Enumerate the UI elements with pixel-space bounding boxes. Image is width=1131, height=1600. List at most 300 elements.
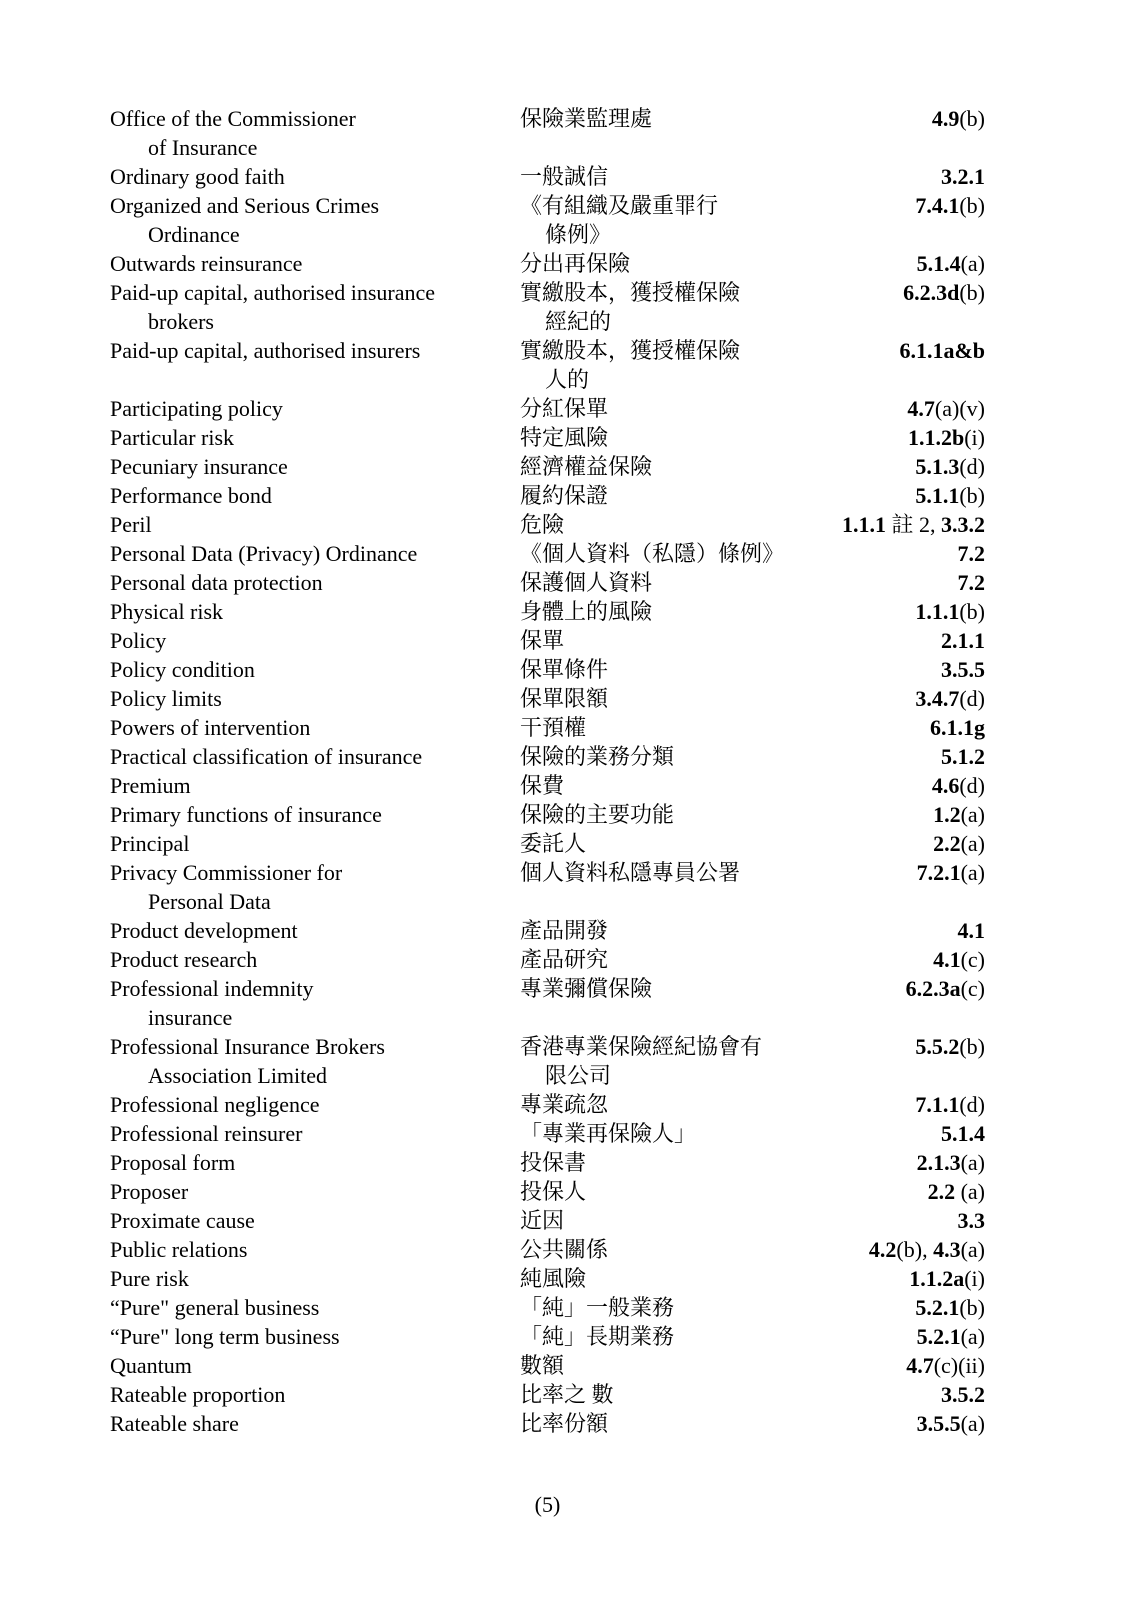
term-line: 實繳股本，獲授權保險: [520, 280, 741, 305]
glossary-table: [110, 104, 985, 1438]
term-line: Quantum: [110, 1353, 192, 1378]
glossary-row: [110, 771, 985, 800]
term-chinese: [520, 1119, 805, 1148]
term-line: 投保書: [520, 1150, 587, 1175]
term-chinese: [520, 162, 805, 191]
term-english: [110, 974, 520, 1032]
term-line: 干預權: [520, 715, 587, 740]
term-line: Office of the Commissioner: [110, 106, 356, 131]
term-chinese: [520, 742, 805, 771]
term-chinese: [520, 1235, 805, 1264]
term-line: Particular risk: [110, 425, 235, 450]
term-line: 《有組織及嚴重罪行: [520, 193, 719, 218]
ref-segment: 2.2: [927, 1179, 956, 1204]
term-chinese: [520, 452, 805, 481]
term-chinese: [520, 1264, 805, 1293]
glossary-row: [110, 452, 985, 481]
ref-segment: 4.9: [931, 106, 960, 131]
ref-segment: 7.2.1: [916, 860, 961, 885]
term-line: 分紅保單: [520, 396, 609, 421]
term-english: [110, 945, 520, 974]
term-line: 保費: [520, 773, 565, 798]
term-line: Pure risk: [110, 1266, 189, 1291]
ref-segment: 4.1: [933, 947, 961, 972]
term-line: Policy limits: [110, 686, 222, 711]
section-ref: [805, 278, 985, 307]
section-ref: [805, 1380, 985, 1409]
term-line: Rateable proportion: [110, 1382, 286, 1407]
ref-segment: 5.1.4: [941, 1121, 985, 1146]
term-chinese: [520, 481, 805, 510]
term-line: Outwards reinsurance: [110, 251, 303, 276]
term-line: 經紀的: [545, 309, 612, 334]
glossary-row: [110, 800, 985, 829]
term-line: 投保人: [520, 1179, 587, 1204]
term-english: [110, 452, 520, 481]
section-ref: [805, 742, 985, 771]
term-english: [110, 191, 520, 249]
ref-segment: 4.7: [907, 396, 935, 421]
ref-segment: (d): [959, 773, 985, 798]
term-english: [110, 1235, 520, 1264]
term-line: 比率份額: [520, 1411, 609, 1436]
term-line: Personal Data: [148, 889, 271, 914]
section-ref: [805, 1177, 985, 1206]
ref-segment: (b): [959, 1034, 985, 1059]
section-ref: [805, 162, 985, 191]
ref-segment: 2.1.1: [941, 628, 985, 653]
ref-segment: 5.2.1: [915, 1295, 960, 1320]
ref-segment: (b): [959, 106, 985, 131]
section-ref: [805, 539, 985, 568]
term-english: [110, 1322, 520, 1351]
section-ref: [805, 1293, 985, 1322]
glossary-row: [110, 597, 985, 626]
glossary-row: [110, 249, 985, 278]
section-ref: [805, 829, 985, 858]
glossary-row: [110, 1119, 985, 1148]
ref-segment: 5.1.4: [916, 251, 961, 276]
section-ref: [805, 1409, 985, 1438]
ref-segment: (c)(ii): [933, 1353, 985, 1378]
term-line: Product research: [110, 947, 258, 972]
term-english: [110, 655, 520, 684]
term-english: [110, 278, 520, 336]
glossary-row: [110, 568, 985, 597]
ref-segment: 7.2: [957, 570, 985, 595]
glossary-row: [110, 1032, 985, 1090]
term-line: Powers of intervention: [110, 715, 311, 740]
term-line: 香港專業保險經紀協會有: [520, 1034, 763, 1059]
section-ref: [805, 1148, 985, 1177]
term-line: 履約保證: [520, 483, 609, 508]
glossary-row: [110, 626, 985, 655]
ref-segment: 1.2: [933, 802, 961, 827]
term-line: 保險的業務分類: [520, 744, 675, 769]
section-ref: [805, 1235, 985, 1264]
ref-segment: (b),: [896, 1237, 934, 1262]
ref-segment: (i): [964, 425, 985, 450]
ref-segment: (d): [959, 1092, 985, 1117]
glossary-row: [110, 423, 985, 452]
section-ref: [805, 249, 985, 278]
ref-segment: 3.3: [957, 1208, 985, 1233]
section-ref: [805, 191, 985, 220]
term-english: [110, 713, 520, 742]
ref-segment: (a): [960, 1411, 985, 1436]
term-chinese: [520, 771, 805, 800]
section-ref: [805, 1206, 985, 1235]
ref-segment: 7.4.1: [915, 193, 960, 218]
glossary-row: [110, 481, 985, 510]
term-line: 一般誠信: [520, 164, 609, 189]
term-line: Professional reinsurer: [110, 1121, 303, 1146]
term-english: [110, 423, 520, 452]
term-line: 公共關係: [520, 1237, 609, 1262]
glossary-row: [110, 1148, 985, 1177]
term-chinese: [520, 568, 805, 597]
term-line: Professional indemnity: [110, 976, 314, 1001]
term-chinese: [520, 104, 805, 133]
term-english: [110, 1351, 520, 1380]
section-ref: [805, 1351, 985, 1380]
term-english: [110, 1032, 520, 1090]
term-english: [110, 916, 520, 945]
term-english: [110, 858, 520, 916]
term-line: “Pure" long term business: [110, 1324, 340, 1349]
term-english: [110, 539, 520, 568]
term-line: Peril: [110, 512, 152, 537]
term-chinese: [520, 539, 805, 568]
term-line: 分出再保險: [520, 251, 631, 276]
term-english: [110, 1206, 520, 1235]
glossary-row: [110, 1177, 985, 1206]
term-line: 「純」一般業務: [520, 1295, 675, 1320]
term-english: [110, 1264, 520, 1293]
section-ref: [805, 394, 985, 423]
term-line: Ordinance: [148, 222, 240, 247]
term-line: 比率之 數: [520, 1382, 614, 1407]
term-chinese: [520, 829, 805, 858]
term-chinese: [520, 974, 805, 1003]
section-ref: [805, 684, 985, 713]
ref-segment: 6.1.1g: [930, 715, 985, 740]
ref-segment: (a): [960, 802, 985, 827]
ref-segment: (a): [960, 860, 985, 885]
ref-segment: 1.1.1: [915, 599, 960, 624]
section-ref: [805, 104, 985, 133]
ref-segment: (a): [960, 1150, 985, 1175]
term-line: Policy: [110, 628, 167, 653]
term-english: [110, 568, 520, 597]
glossary-row: [110, 1206, 985, 1235]
section-ref: [805, 1322, 985, 1351]
ref-segment: 5.1.2: [941, 744, 985, 769]
term-line: Paid-up capital, authorised insurance: [110, 280, 436, 305]
term-chinese: [520, 626, 805, 655]
ref-segment: 4.2: [868, 1237, 897, 1262]
term-chinese: [520, 597, 805, 626]
term-line: 保單: [520, 628, 565, 653]
section-ref: [805, 655, 985, 684]
term-line: 經濟權益保險: [520, 454, 653, 479]
section-ref: [805, 1032, 985, 1061]
ref-segment: 3.3.2: [941, 512, 985, 537]
section-ref: [805, 336, 985, 365]
glossary-row: [110, 655, 985, 684]
term-english: [110, 104, 520, 162]
term-line: Professional negligence: [110, 1092, 320, 1117]
term-line: Policy condition: [110, 657, 255, 682]
section-ref: [805, 597, 985, 626]
term-line: 限公司: [545, 1063, 612, 1088]
term-english: [110, 1148, 520, 1177]
term-chinese: [520, 1090, 805, 1119]
ref-segment: (a): [960, 251, 985, 276]
term-line: 純風險: [520, 1266, 587, 1291]
term-chinese: [520, 278, 805, 336]
section-ref: [805, 800, 985, 829]
ref-segment: (b): [959, 1295, 985, 1320]
term-english: [110, 626, 520, 655]
term-english: [110, 800, 520, 829]
ref-segment: (c): [960, 947, 985, 972]
glossary-row: [110, 104, 985, 162]
ref-segment: (b): [959, 280, 985, 305]
ref-segment: (a): [960, 831, 985, 856]
section-ref: [805, 510, 985, 539]
term-chinese: [520, 1148, 805, 1177]
term-english: [110, 597, 520, 626]
term-line: 個人資料私隱專員公署: [520, 860, 741, 885]
ref-segment: (c): [960, 976, 985, 1001]
ref-segment: 3.5.5: [916, 1411, 961, 1436]
ref-segment: 5.5.2: [915, 1034, 960, 1059]
term-line: 人的: [545, 367, 590, 392]
ref-segment: (d): [959, 454, 985, 479]
term-english: [110, 1177, 520, 1206]
section-ref: [805, 568, 985, 597]
term-english: [110, 1380, 520, 1409]
term-chinese: [520, 249, 805, 278]
term-chinese: [520, 1177, 805, 1206]
section-ref: [805, 1119, 985, 1148]
ref-segment: (i): [964, 1266, 985, 1291]
term-line: Practical classification of insurance: [110, 744, 423, 769]
ref-segment: 4.6: [931, 773, 960, 798]
term-line: Product development: [110, 918, 298, 943]
ref-segment: (d): [959, 686, 985, 711]
term-chinese: [520, 1351, 805, 1380]
glossary-row: [110, 1409, 985, 1438]
term-line: “Pure" general business: [110, 1295, 320, 1320]
term-line: Organized and Serious Crimes: [110, 193, 380, 218]
term-line: 實繳股本，獲授權保險: [520, 338, 741, 363]
term-line: 保護個人資料: [520, 570, 653, 595]
ref-segment: 2.1.3: [916, 1150, 961, 1175]
ref-segment: 5.1.3: [915, 454, 960, 479]
term-english: [110, 394, 520, 423]
glossary-row: [110, 510, 985, 539]
term-english: [110, 684, 520, 713]
term-chinese: [520, 510, 805, 539]
section-ref: [805, 771, 985, 800]
term-line: Rateable share: [110, 1411, 239, 1436]
ref-segment: 4.7: [906, 1353, 934, 1378]
term-english: [110, 1090, 520, 1119]
term-chinese: [520, 858, 805, 887]
term-line: Performance bond: [110, 483, 272, 508]
ref-segment: (a): [960, 1324, 985, 1349]
term-line: Proposal form: [110, 1150, 236, 1175]
section-ref: [805, 713, 985, 742]
ref-segment: 6.2.3d: [903, 280, 960, 305]
section-ref: [805, 1264, 985, 1293]
glossary-row: [110, 191, 985, 249]
ref-segment: 3.4.7: [915, 686, 960, 711]
section-ref: [805, 452, 985, 481]
term-line: 特定風險: [520, 425, 609, 450]
term-line: 保單條件: [520, 657, 609, 682]
glossary-row: [110, 1351, 985, 1380]
section-ref: [805, 423, 985, 452]
page-number: (5): [534, 1492, 561, 1517]
glossary-row: [110, 539, 985, 568]
term-line: Paid-up capital, authorised insurers: [110, 338, 421, 363]
glossary-row: [110, 1322, 985, 1351]
term-line: Participating policy: [110, 396, 283, 421]
glossary-row: [110, 278, 985, 336]
glossary-row: [110, 162, 985, 191]
term-english: [110, 510, 520, 539]
glossary-row: [110, 974, 985, 1032]
term-chinese: [520, 1409, 805, 1438]
ref-segment: (b): [959, 193, 985, 218]
term-english: [110, 481, 520, 510]
term-english: [110, 162, 520, 191]
term-line: Principal: [110, 831, 190, 856]
term-line: Association Limited: [148, 1063, 328, 1088]
term-line: 委託人: [520, 831, 587, 856]
term-line: 保單限額: [520, 686, 609, 711]
ref-segment: 3.2.1: [941, 164, 985, 189]
term-line: brokers: [148, 309, 214, 334]
term-line: Professional Insurance Brokers: [110, 1034, 385, 1059]
term-chinese: [520, 1293, 805, 1322]
term-chinese: [520, 394, 805, 423]
term-line: Public relations: [110, 1237, 248, 1262]
term-line: 近因: [520, 1208, 565, 1233]
term-line: Premium: [110, 773, 191, 798]
ref-segment: 5.1.1: [915, 483, 960, 508]
glossary-row: [110, 829, 985, 858]
glossary-row: [110, 742, 985, 771]
term-line: 危險: [520, 512, 565, 537]
ref-segment: 1.1.2a: [909, 1266, 965, 1291]
term-chinese: [520, 945, 805, 974]
term-line: 產品開發: [520, 918, 609, 943]
glossary-row: [110, 684, 985, 713]
glossary-row: [110, 1235, 985, 1264]
term-chinese: [520, 336, 805, 394]
term-line: 「專業再保險人」: [520, 1121, 697, 1146]
glossary-row: [110, 1380, 985, 1409]
ref-segment: (a): [960, 1237, 985, 1262]
section-ref: [805, 974, 985, 1003]
term-line: Personal data protection: [110, 570, 323, 595]
term-chinese: [520, 684, 805, 713]
term-line: 「純」長期業務: [520, 1324, 675, 1349]
term-line: Ordinary good faith: [110, 164, 285, 189]
glossary-row: [110, 858, 985, 916]
glossary-row: [110, 713, 985, 742]
term-line: 數額: [520, 1353, 565, 1378]
ref-segment: 4.1: [957, 918, 985, 943]
section-ref: [805, 1090, 985, 1119]
term-line: 身體上的風險: [520, 599, 653, 624]
term-line: Primary functions of insurance: [110, 802, 382, 827]
term-chinese: [520, 1380, 805, 1409]
section-ref: [805, 626, 985, 655]
glossary-row: [110, 1264, 985, 1293]
ref-segment: (a): [955, 1179, 985, 1204]
term-english: [110, 249, 520, 278]
glossary-row: [110, 1090, 985, 1119]
ref-segment: (b): [959, 483, 985, 508]
term-line: 保險的主要功能: [520, 802, 675, 827]
glossary-row: [110, 945, 985, 974]
term-english: [110, 1119, 520, 1148]
glossary-row: [110, 916, 985, 945]
ref-segment: 1.1.1: [841, 512, 886, 537]
term-line: insurance: [148, 1005, 233, 1030]
term-chinese: [520, 1322, 805, 1351]
term-line: 專業疏忽: [520, 1092, 609, 1117]
term-line: Proposer: [110, 1179, 189, 1204]
term-chinese: [520, 191, 805, 249]
term-line: Privacy Commissioner for: [110, 860, 343, 885]
ref-segment: 6.2.3a: [905, 976, 961, 1001]
term-line: 專業彌償保險: [520, 976, 653, 1001]
term-english: [110, 742, 520, 771]
term-line: 條例》: [545, 222, 612, 247]
term-english: [110, 1293, 520, 1322]
ref-segment: 註 2,: [885, 512, 941, 537]
term-line: Proximate cause: [110, 1208, 255, 1233]
term-line: of Insurance: [148, 135, 258, 160]
ref-segment: 4.3: [933, 1237, 961, 1262]
ref-segment: 7.2: [957, 541, 985, 566]
term-line: 保險業監理處: [520, 106, 653, 131]
term-chinese: [520, 916, 805, 945]
term-line: 產品研究: [520, 947, 609, 972]
term-line: Pecuniary insurance: [110, 454, 288, 479]
term-chinese: [520, 655, 805, 684]
ref-segment: 3.5.5: [941, 657, 985, 682]
section-ref: [805, 481, 985, 510]
glossary-row: [110, 1293, 985, 1322]
ref-segment: 1.1.2b: [907, 425, 965, 450]
glossary-row: [110, 336, 985, 394]
section-ref: [805, 858, 985, 887]
term-chinese: [520, 800, 805, 829]
term-english: [110, 771, 520, 800]
section-ref: [805, 945, 985, 974]
ref-segment: 2.2: [933, 831, 961, 856]
ref-segment: (b): [959, 599, 985, 624]
section-ref: [805, 916, 985, 945]
ref-segment: (a)(v): [934, 396, 985, 421]
